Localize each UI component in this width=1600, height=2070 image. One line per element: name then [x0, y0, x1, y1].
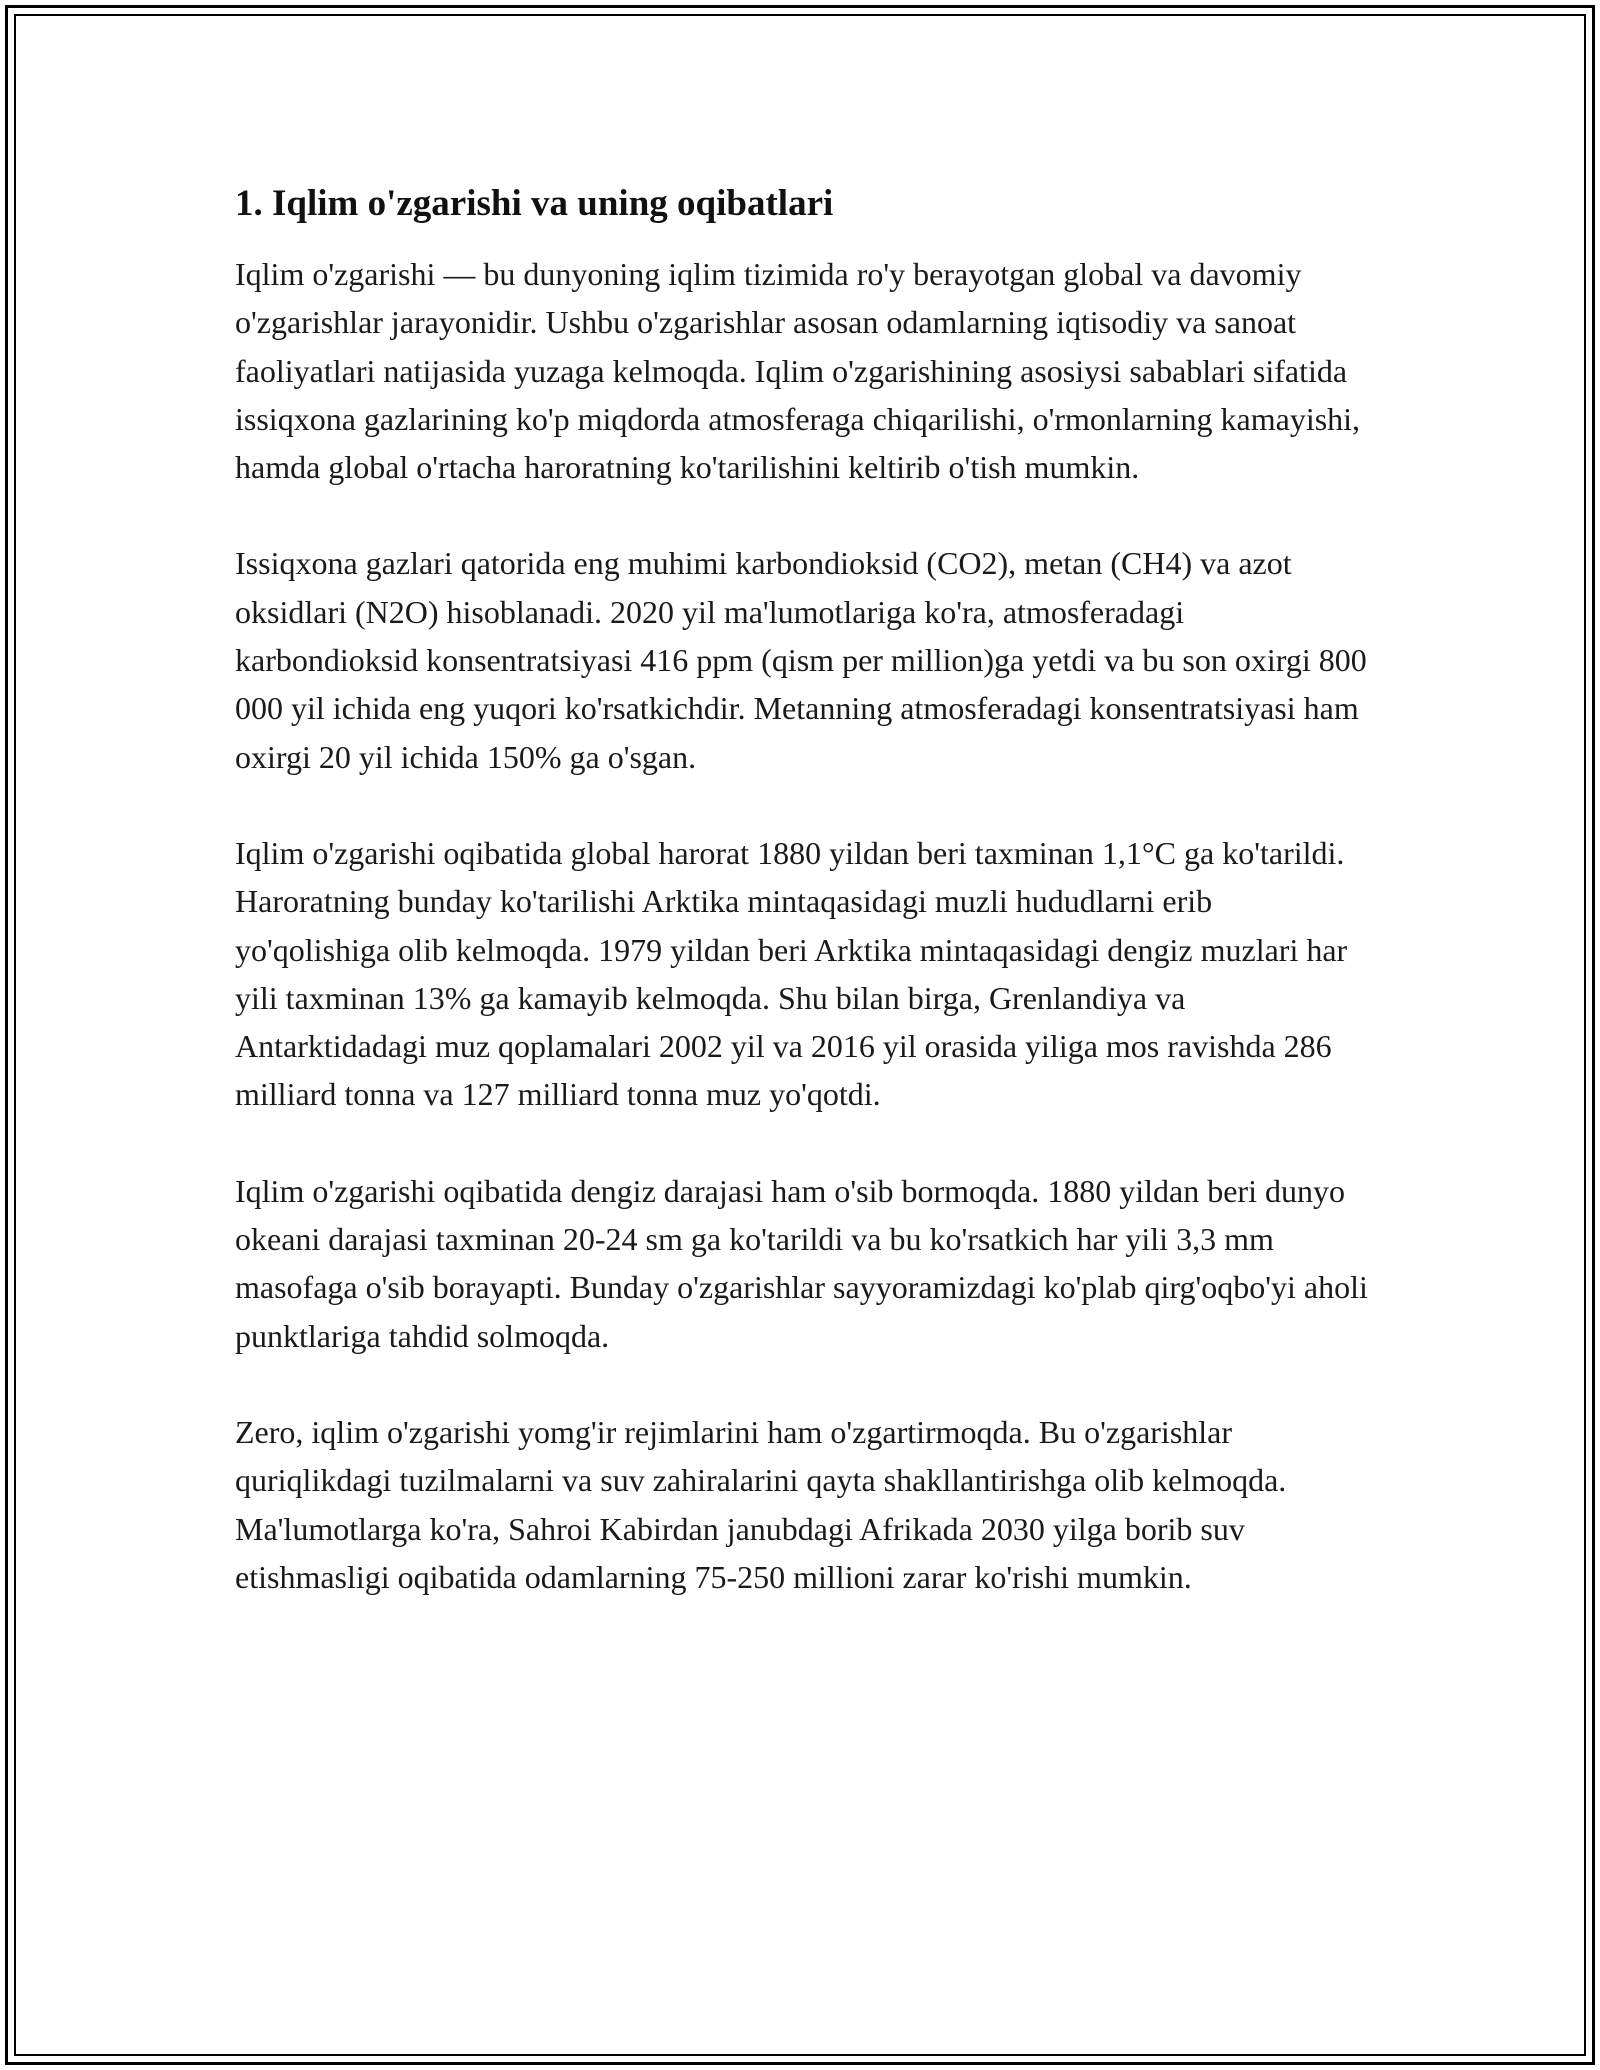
- document-body: [235, 180, 1370, 1649]
- paragraph-4: Iqlim o'zgarishi oqibatida dengiz darajasi ham o'sib bormoqda. 1880 yildan beri dunyo okeani darajasi taxminan 20-24 sm ga ko'tarildi va bu ko'rsatkich har yili 3,3 mm masofaga o'sib borayapti. Bunday o'zgarishlar sayyoramizdagi ko'plab qirg'oqbo'yi aholi punktlariga tahdid solmoqda.: [235, 1172, 1368, 1354]
- paragraph-2: Issiqxona gazlari qatorida eng muhimi karbondioksid (CO2), metan (CH4) va azot oksidlari (N2O) hisoblanadi. 2020 yil ma'lumotlariga ko'ra, atmosferadagi karbondioksid konsentratsiyasi 416 ppm (qism per million)ga yetdi va bu son oxirgi 800 000 yil ichida eng yuqori ko'rsatkichdir. Metanning atmosferadagi konsentratsiyasi ham oxirgi 20 yil ichida 150% ga o'sgan.: [235, 545, 1367, 775]
- paragraph-1: Iqlim o'zgarishi — bu dunyoning iqlim tizimida ro'y berayotgan global va davomiy o'zgarishlar jarayonidir. Ushbu o'zgarishlar asosan odamlarning iqtisodiy va sanoat faoliyatlari natijasida yuzaga kelmoqda. Iqlim o'zgarishining asosiysi sabablari sifatida issiqxona gazlarining ko'p miqdorda atmosferaga chiqarilishi, o'rmonlarning kamayishi, hamda global o'rtacha haroratning ko'tarilishini keltirib o'tish mumkin.: [235, 256, 1361, 486]
- section-heading: 1. Iqlim o'zgarishi va uning oqibatlari: [235, 183, 834, 224]
- paragraph-5: Zero, iqlim o'zgarishi yomg'ir rejimlarini ham o'zgartirmoqda. Bu o'zgarishlar quriqlikdagi tuzilmalarni va suv zahiralarini qayta shakllantirishga olib kelmoqda. Ma'lumotlarga ko'ra, Sahroi Kabirdan janubdagi Afrikada 2030 yilga borib suv etishmasligi oqibatida odamlarning 75-250 millioni zarar ko'rishi mumkin.: [235, 1413, 1287, 1595]
- paragraph-3: Iqlim o'zgarishi oqibatida global harorat 1880 yildan beri taxminan 1,1°C ga ko'tarildi. Haroratning bunday ko'tarilishi Arktika mintaqasidagi muzli hududlarni erib yo'qolishiga olib kelmoqda. 1979 yildan beri Arktika mintaqasidagi dengiz muzlari har yili taxminan 13% ga kamayib kelmoqda. Shu bilan birga, Grenlandiya va Antarktidadagi muz qoplamalari 2002 yil va 2016 yil orasida yiliga mos ravishda 286 milliard tonna va 127 milliard tonna muz yo'qotdi.: [235, 834, 1348, 1113]
